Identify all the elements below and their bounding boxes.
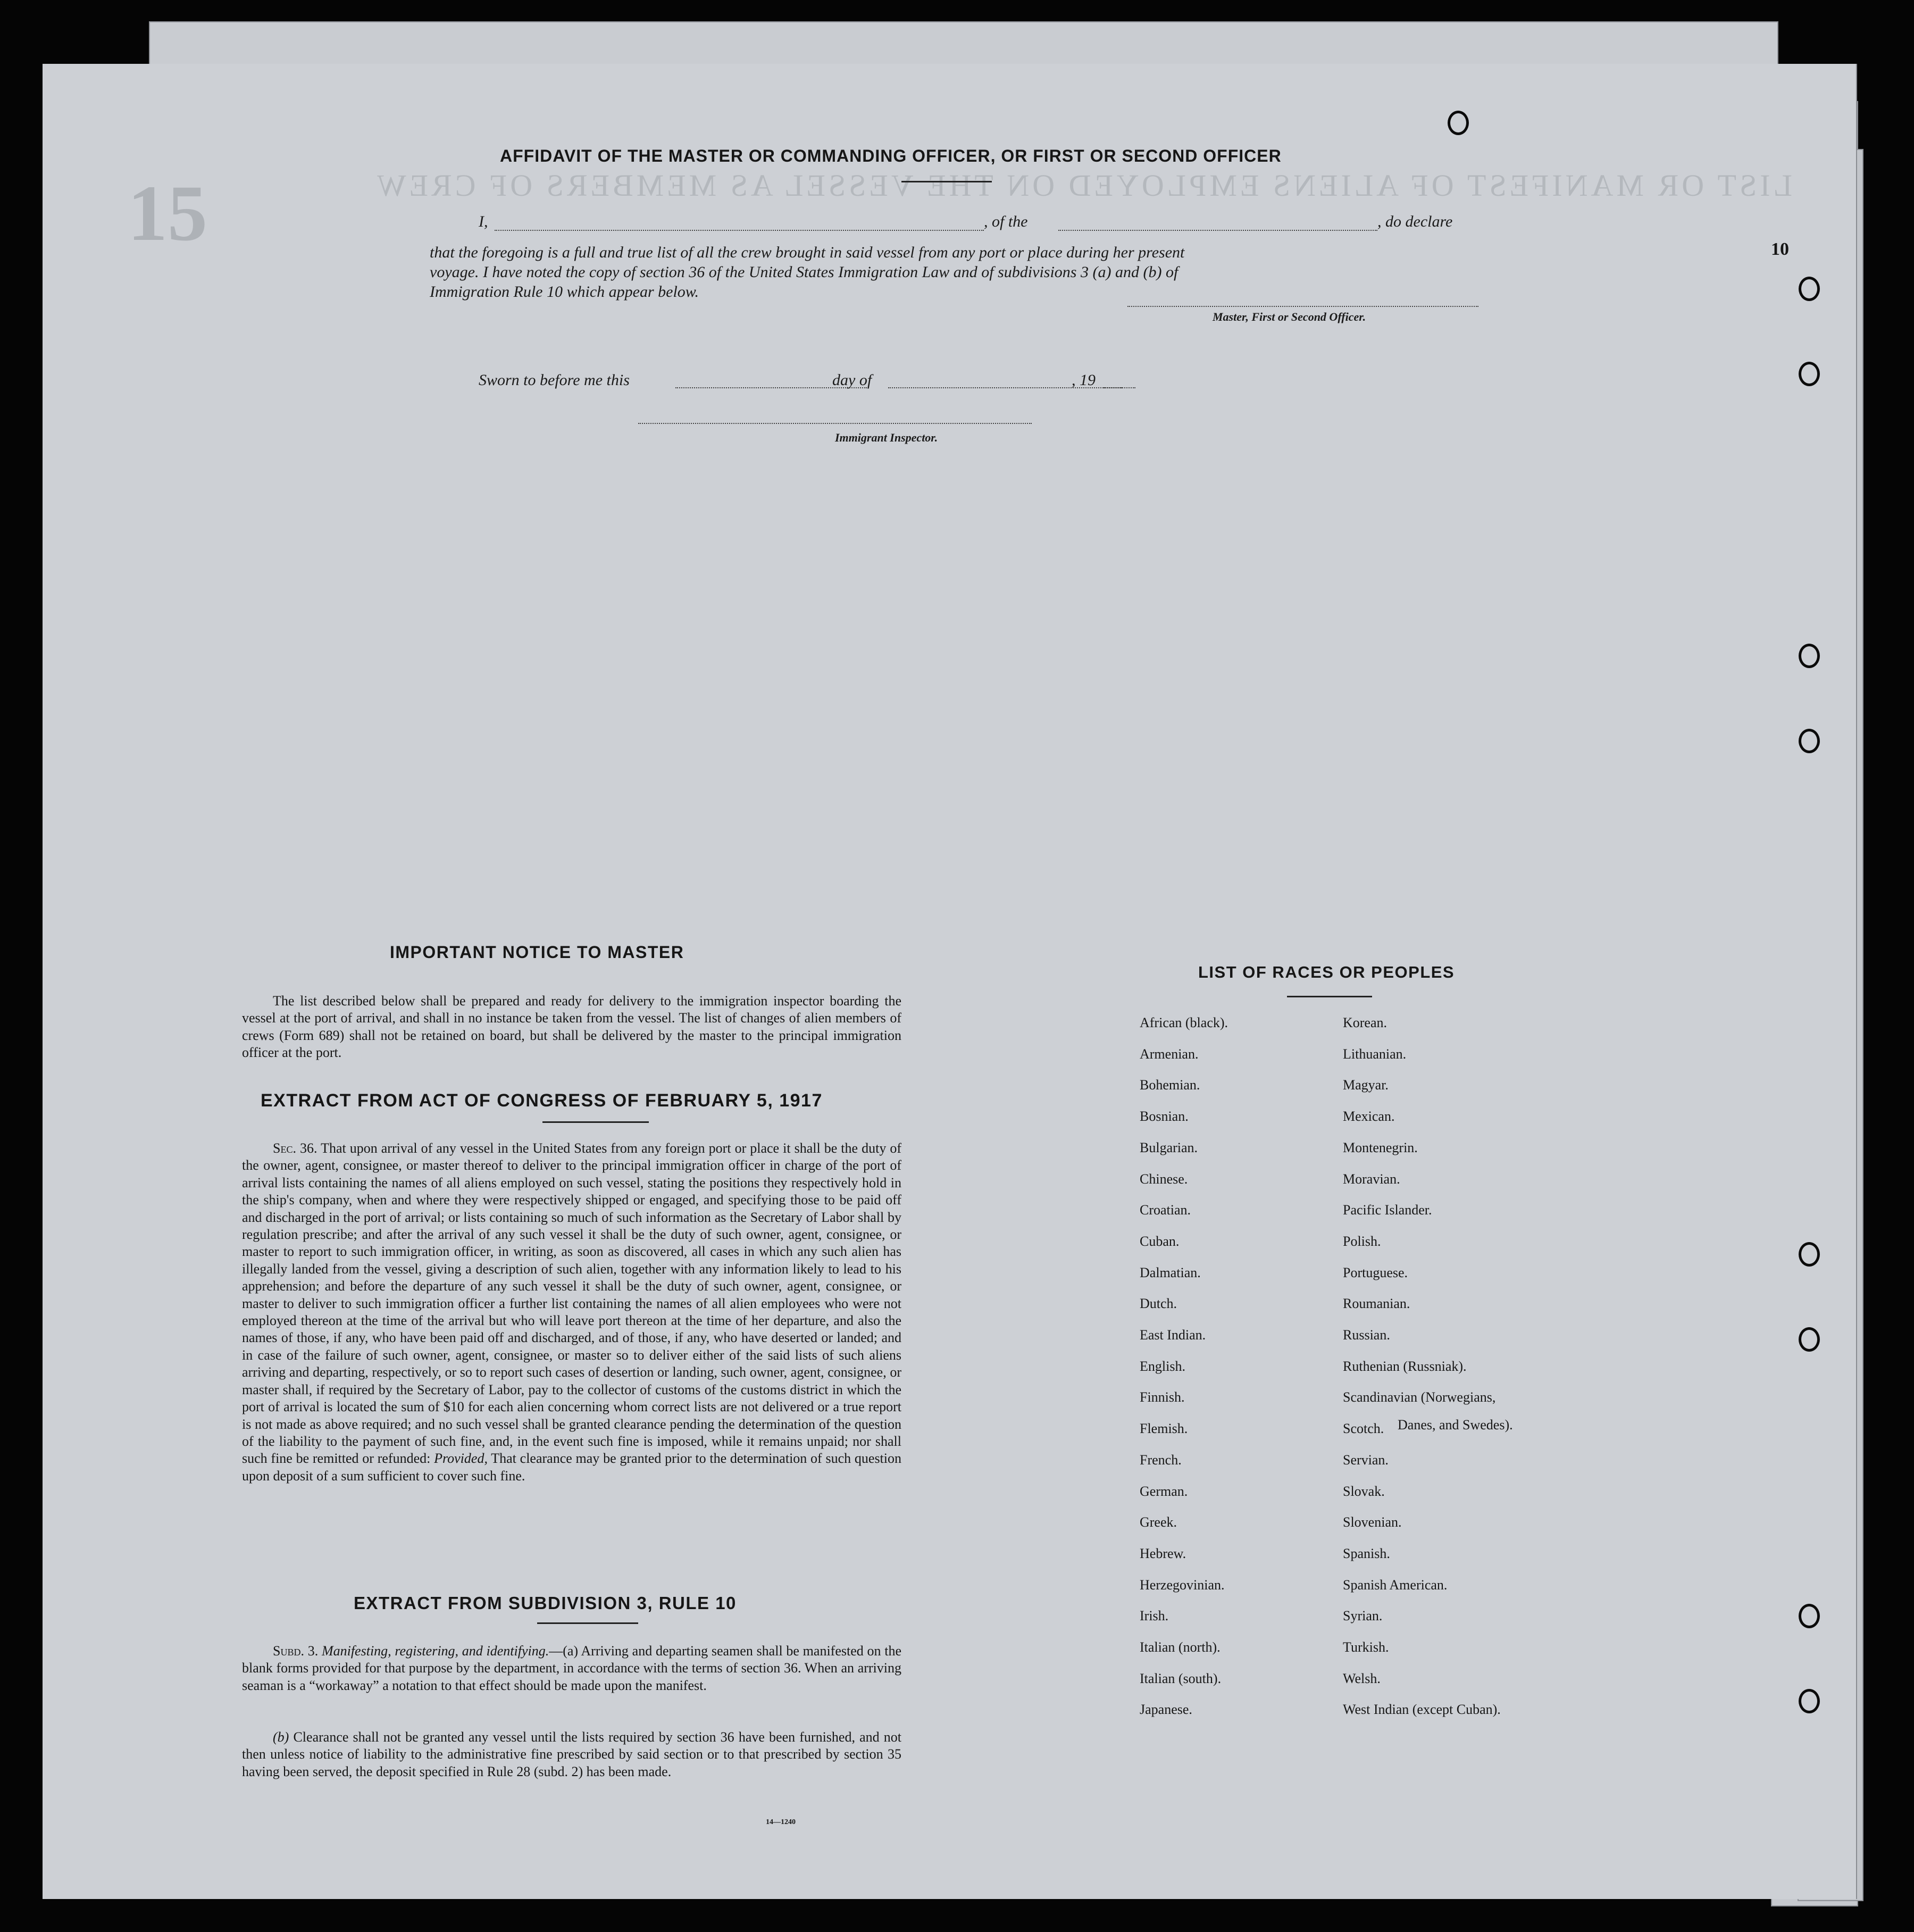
race-croatian: Croatian. bbox=[1140, 1202, 1191, 1218]
race-welsh: Welsh. bbox=[1343, 1670, 1381, 1686]
act-extract-text bbox=[242, 1140, 901, 1485]
punch-hole bbox=[1448, 111, 1469, 135]
race-chinese: Chinese. bbox=[1140, 1171, 1188, 1187]
race-syrian: Syrian. bbox=[1343, 1608, 1383, 1624]
race-polish: Polish. bbox=[1343, 1233, 1381, 1249]
race-scandinavian-continuation: Danes, and Swedes). bbox=[1398, 1417, 1513, 1433]
race-japanese: Japanese. bbox=[1140, 1702, 1192, 1718]
para-a-label: —(a) bbox=[549, 1643, 579, 1659]
race-spanish-american: Spanish American. bbox=[1343, 1577, 1448, 1593]
sworn-day-of: day of bbox=[832, 371, 872, 389]
race-servian: Servian. bbox=[1343, 1452, 1389, 1468]
race-bohemian: Bohemian. bbox=[1140, 1077, 1200, 1093]
proviso-label: Provided, bbox=[434, 1451, 488, 1467]
race-slovenian: Slovenian. bbox=[1343, 1514, 1402, 1530]
affidavit-line-3: voyage. I have noted the copy of section 36 of the United States Immigration Law and of subdivisions 3 (a) and (b) of bbox=[430, 263, 1179, 281]
divider bbox=[537, 1622, 638, 1624]
race-italian-north: Italian (north). bbox=[1140, 1639, 1221, 1655]
document-page bbox=[43, 64, 1857, 1899]
punch-hole bbox=[1799, 1689, 1820, 1713]
rule-extract-title: EXTRACT FROM SUBDIVISION 3, RULE 10 bbox=[354, 1593, 737, 1613]
name-blank[interactable] bbox=[495, 230, 984, 231]
race-flemish: Flemish. bbox=[1140, 1421, 1188, 1437]
race-portuguese: Portuguese. bbox=[1343, 1264, 1408, 1280]
affidavit-line-2: that the foregoing is a full and true list of all the crew brought in said vessel from any port or place during her present bbox=[430, 244, 1185, 261]
race-armenian: Armenian. bbox=[1140, 1046, 1199, 1062]
punch-hole bbox=[1799, 729, 1820, 753]
affidavit-i: I, bbox=[479, 213, 488, 230]
race-cuban: Cuban. bbox=[1140, 1233, 1180, 1249]
punch-hole bbox=[1799, 277, 1820, 301]
race-spanish: Spanish. bbox=[1343, 1545, 1390, 1561]
section-label: Sec. 36. bbox=[273, 1140, 317, 1156]
race-german: German. bbox=[1140, 1483, 1188, 1499]
sworn-prefix: Sworn to before me this bbox=[479, 371, 630, 389]
race-magyar: Magyar. bbox=[1343, 1077, 1389, 1093]
inspector-blank[interactable] bbox=[638, 423, 1032, 424]
race-hebrew: Hebrew. bbox=[1140, 1545, 1186, 1561]
signature-label: Master, First or Second Officer. bbox=[1213, 310, 1366, 323]
page-mark: 15 bbox=[128, 169, 207, 257]
race-scandinavian-norwegians: Scandinavian (Norwegians, bbox=[1343, 1389, 1496, 1405]
race-herzegovinian: Herzegovinian. bbox=[1140, 1577, 1225, 1593]
rule-extract-para-a bbox=[242, 1643, 901, 1694]
race-dalmatian: Dalmatian. bbox=[1140, 1264, 1201, 1280]
punch-hole bbox=[1799, 1242, 1820, 1267]
subd-label: Subd. 3. bbox=[273, 1643, 319, 1659]
race-finnish: Finnish. bbox=[1140, 1389, 1185, 1405]
rule-extract-para-b bbox=[242, 1729, 901, 1780]
race-korean: Korean. bbox=[1343, 1015, 1388, 1030]
proviso-text: That clearance may be granted prior to the determination of such question upon deposit of a sum sufficient to cover such fine. bbox=[242, 1451, 902, 1484]
para-a-text: Arriving and departing seamen shall be manifested on the blank forms provided for that purpose by the department, in accordance with the terms of section 36. When an arriving seaman is a “workaway” a notation to that effect should be made upon the manifest. bbox=[242, 1643, 901, 1693]
race-african-black: African (black). bbox=[1140, 1015, 1228, 1030]
races-title: LIST OF RACES OR PEOPLES bbox=[1198, 963, 1455, 981]
bleed-through-text: LIST OR MANIFEST OF ALIENS EMPLOYED ON THE VESSEL AS MEMBERS OF CREW bbox=[373, 168, 1792, 203]
race-moravian: Moravian. bbox=[1343, 1171, 1400, 1187]
year-blank[interactable] bbox=[1104, 387, 1135, 388]
race-east-indian: East Indian. bbox=[1140, 1327, 1206, 1343]
race-english: English. bbox=[1140, 1358, 1185, 1374]
form-number: 14—1240 bbox=[766, 1818, 796, 1826]
act-extract-title: EXTRACT FROM ACT OF CONGRESS OF FEBRUARY 5, 1917 bbox=[261, 1090, 823, 1111]
race-irish: Irish. bbox=[1140, 1608, 1169, 1624]
race-turkish: Turkish. bbox=[1343, 1639, 1389, 1655]
affidavit-of-the: , of the bbox=[984, 213, 1028, 230]
race-bosnian: Bosnian. bbox=[1140, 1109, 1189, 1125]
affidavit-line-4: Immigration Rule 10 which appear below. bbox=[430, 283, 699, 301]
signature-blank[interactable] bbox=[1127, 306, 1478, 307]
race-russian: Russian. bbox=[1343, 1327, 1390, 1343]
section-36-text: That upon arrival of any vessel in the United States from any foreign port or place it shall be the duty of the owner, agent, consignee, or master thereof to deliver to the principal immigration officer in charge of the port of arrival lists containing the names of all aliens employed on such vessel, stating the positions they respectively hold in the ship's company, when and where they were respectively shipped or engaged, and specifying those to be paid off and discharged in the port of arrival; or lists containing so much of such information as the Secretary of Labor shall by regulation prescribe; and after the arrival of any such vessel it shall be the duty of such owner, agent, consignee, or master to report to such immigration officer, in writing, as soon as discovered, all cases in which any such alien has illegally landed from the vessel, giving a description of such alien, together with any information likely to lead to his apprehension; and before the departure of any such vessel it shall be the duty of such owner, agent, consignee, or master to deliver to such immigration officer a further list containing the names of all alien employees who were not employed thereon at the time of the arrival but who will leave port thereon at the time of her departure, and also the names of those, if any, who have been paid off and discharged, and of those, if any, who have deserted or landed; and in case of the failure of such owner, agent, consignee, or master so to deliver either of the said lists of such aliens arriving and departing, respectively, or so to report such cases of desertion or landing, such owner, agent, consignee, or master shall, if required by the Secretary of Labor, pay to the collector of customs of the customs district in which the port of arrival is located the sum of $10 for each alien concerning whom correct lists are not delivered or a true report is not made as above required; and no such vessel shall be granted clearance pending the determination of the question of the liability to the payment of such fine, and, in the event such fine is imposed, while it remains unpaid; nor shall such fine be remitted or refunded: bbox=[242, 1140, 901, 1467]
divider bbox=[542, 1121, 649, 1123]
inspector-label: Immigrant Inspector. bbox=[835, 431, 938, 444]
punch-hole bbox=[1799, 1327, 1820, 1352]
punch-hole bbox=[1799, 644, 1820, 668]
race-pacific-islander: Pacific Islander. bbox=[1343, 1202, 1432, 1218]
race-slovak: Slovak. bbox=[1343, 1483, 1385, 1499]
race-greek: Greek. bbox=[1140, 1514, 1177, 1530]
race-west-indian-except-cuban: West Indian (except Cuban). bbox=[1343, 1702, 1501, 1718]
race-dutch: Dutch. bbox=[1140, 1296, 1177, 1312]
sworn-year: , 19 bbox=[1072, 371, 1096, 389]
punch-hole bbox=[1799, 1604, 1820, 1628]
edge-number: 10 bbox=[1771, 239, 1789, 259]
race-roumanian: Roumanian. bbox=[1343, 1296, 1410, 1312]
divider bbox=[901, 181, 992, 182]
race-mexican: Mexican. bbox=[1343, 1109, 1395, 1125]
race-ruthenian-russniak: Ruthenian (Russniak). bbox=[1343, 1358, 1467, 1374]
para-b-label: (b) bbox=[273, 1729, 289, 1745]
race-bulgarian: Bulgarian. bbox=[1140, 1139, 1198, 1155]
notice-title: IMPORTANT NOTICE TO MASTER bbox=[390, 943, 684, 962]
punch-hole bbox=[1799, 362, 1820, 386]
subd-heading: Manifesting, registering, and identifying. bbox=[321, 1643, 549, 1659]
divider bbox=[1287, 996, 1372, 997]
race-scotch: Scotch. bbox=[1343, 1421, 1384, 1437]
race-montenegrin: Montenegrin. bbox=[1343, 1139, 1418, 1155]
race-french: French. bbox=[1140, 1452, 1182, 1468]
affidavit-declare: , do declare bbox=[1377, 213, 1453, 230]
race-lithuanian: Lithuanian. bbox=[1343, 1046, 1407, 1062]
race-italian-south: Italian (south). bbox=[1140, 1670, 1222, 1686]
notice-text: The list described below shall be prepared and ready for delivery to the immigration inspector boarding the vessel at the port of arrival, and shall in no instance be taken from the vessel. The list of changes of alien members of crews (Form 689) shall not be retained on board, but shall be delivered by the master to the principal immigration officer at the port. bbox=[242, 993, 901, 1061]
affidavit-title: AFFIDAVIT OF THE MASTER OR COMMANDING OFFICER, OR FIRST OR SECOND OFFICER bbox=[500, 146, 1282, 165]
vessel-blank[interactable] bbox=[1058, 230, 1377, 231]
para-b-text: Clearance shall not be granted any vessel until the lists required by section 36 have been furnished, and not then unless notice of liability to the administrative fine prescribed by said section or to that prescribed by section 35 having been served, the deposit specified in Rule 28 (subd. 2) has been made. bbox=[242, 1729, 901, 1779]
